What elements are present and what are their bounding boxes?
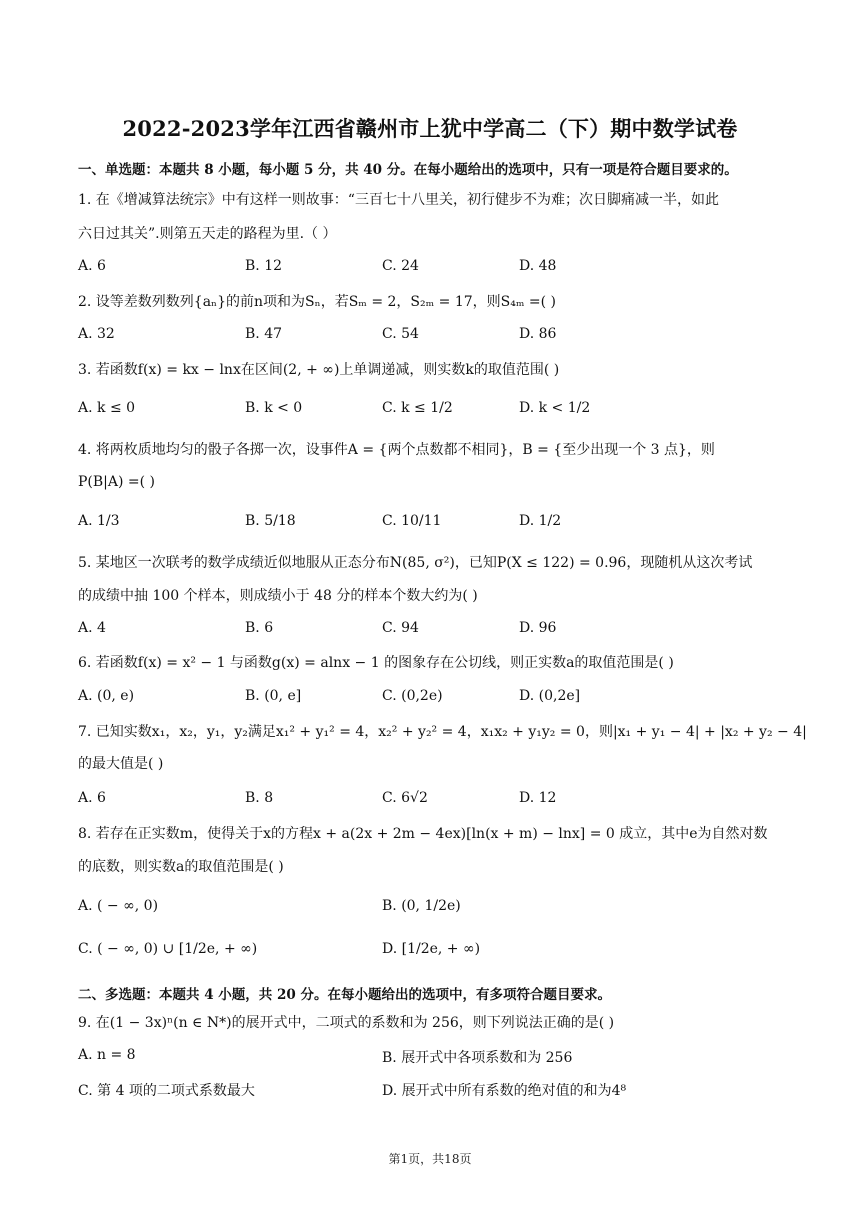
question-3-option-a: A. k ≤ 0 — [78, 400, 136, 416]
question-7-line-1: 7. 已知实数x₁，x₂，y₁，y₂满足x₁² + y₁² = 4，x₂² + y₂² = 4，x₁x₂ + y₁y₂ = 0，则|x₁ + y₁ − 4| + |x₂ + y₂ − 4| — [78, 724, 807, 740]
question-2-option-b: B. 47 — [245, 326, 283, 342]
page-number-footer: 第1页，共18页 — [388, 1152, 472, 1166]
question-7-option-b: B. 8 — [245, 790, 274, 806]
question-9-line-1: 9. 在(1 − 3x)ⁿ(n ∈ N*)的展开式中，二项式的系数和为 256，则下列说法正确的是( ) — [78, 1015, 615, 1031]
question-1-line-2: 六日过其关”.则第五天走的路程为里.（ ） — [78, 226, 337, 242]
question-2-line-1: 2. 设等差数列数列{aₙ}的前n项和为Sₙ，若Sₘ = 2，S₂ₘ = 17，则S₄ₘ =( ) — [78, 294, 556, 310]
question-2-option-d: D. 86 — [519, 326, 557, 342]
question-5-line-1: 5. 某地区一次联考的数学成绩近似地服从正态分布N(85, σ²)，已知P(X ≤ 122) = 0.96，现随机从这次考试 — [78, 555, 753, 571]
question-1-option-b: B. 12 — [245, 258, 283, 274]
question-8-option-a: A. ( − ∞, 0) — [78, 898, 159, 914]
question-9-option-d: D. 展开式中所有系数的绝对值的和为4⁸ — [382, 1083, 627, 1099]
question-8-line-1: 8. 若存在正实数m，使得关于x的方程x + a(2x + 2m − 4ex)[ln(x + m) − lnx] = 0 成立，其中e为自然对数 — [78, 826, 768, 842]
question-9-option-c: C. 第 4 项的二项式系数最大 — [78, 1083, 255, 1099]
section-heading-single-choice: 一、单选题：本题共 8 小题，每小题 5 分，共 40 分。在每小题给出的选项中，只有一项是符合题目要求的。 — [78, 162, 738, 178]
question-6-option-d: D. (0,2e] — [519, 688, 581, 704]
question-5-option-d: D. 96 — [519, 620, 557, 636]
question-7-option-c: C. 6√2 — [382, 790, 428, 806]
question-1-option-a: A. 6 — [78, 258, 106, 274]
question-8-option-c: C. ( − ∞, 0) ∪ [1/2e, + ∞) — [78, 941, 258, 957]
question-4-option-c: C. 10/11 — [382, 513, 442, 529]
question-4-option-b: B. 5/18 — [245, 513, 296, 529]
question-6-option-b: B. (0, e] — [245, 688, 302, 704]
question-8-line-2: 的底数，则实数a的取值范围是( ) — [78, 859, 284, 875]
question-9-option-a: A. n = 8 — [78, 1047, 136, 1063]
question-8-option-d: D. [1/2e, + ∞) — [382, 941, 481, 957]
question-7-option-d: D. 12 — [519, 790, 557, 806]
question-5-line-2: 的成绩中抽 100 个样本，则成绩小于 48 分的样本个数大约为( ) — [78, 588, 478, 604]
question-2-option-c: C. 54 — [382, 326, 419, 342]
question-6-line-1: 6. 若函数f(x) = x² − 1 与函数g(x) = alnx − 1 的图象存在公切线，则正实数a的取值范围是( ) — [78, 655, 674, 671]
page-title: 2022-2023学年江西省赣州市上犹中学高二（下）期中数学试卷 — [122, 116, 738, 141]
question-4-line-1: 4. 将两枚质地均匀的骰子各掷一次，设事件A = {两个点数都不相同}，B = {至少出现一个 3 点}，则 — [78, 442, 715, 458]
question-3-line-1: 3. 若函数f(x) = kx − lnx在区间(2, + ∞)上单调递减，则实数k的取值范围( ) — [78, 362, 560, 378]
question-7-line-2: 的最大值是( ) — [78, 756, 164, 772]
question-2-option-a: A. 32 — [78, 326, 115, 342]
question-1-line-1: 1. 在《增减算法统宗》中有这样一则故事：“三百七十八里关，初行健步不为难；次日脚痛减一半，如此 — [78, 192, 719, 208]
question-3-option-d: D. k < 1/2 — [519, 400, 591, 416]
question-9-option-b: B. 展开式中各项系数和为 256 — [382, 1050, 573, 1066]
question-1-option-d: D. 48 — [519, 258, 557, 274]
question-3-option-b: B. k < 0 — [245, 400, 303, 416]
question-5-option-c: C. 94 — [382, 620, 419, 636]
question-8-option-b: B. (0, 1/2e) — [382, 898, 461, 914]
question-1-option-c: C. 24 — [382, 258, 419, 274]
question-6-option-a: A. (0, e) — [78, 688, 135, 704]
question-6-option-c: C. (0,2e) — [382, 688, 443, 704]
section-heading-multiple-choice: 二、多选题：本题共 4 小题，共 20 分。在每小题给出的选项中，有多项符合题目要求。 — [78, 987, 611, 1003]
question-4-option-a: A. 1/3 — [78, 513, 120, 529]
question-5-option-b: B. 6 — [245, 620, 274, 636]
question-4-option-d: D. 1/2 — [519, 513, 562, 529]
question-3-option-c: C. k ≤ 1/2 — [382, 400, 453, 416]
question-7-option-a: A. 6 — [78, 790, 106, 806]
question-5-option-a: A. 4 — [78, 620, 106, 636]
question-4-line-2: P(B|A) =( ) — [78, 474, 156, 490]
